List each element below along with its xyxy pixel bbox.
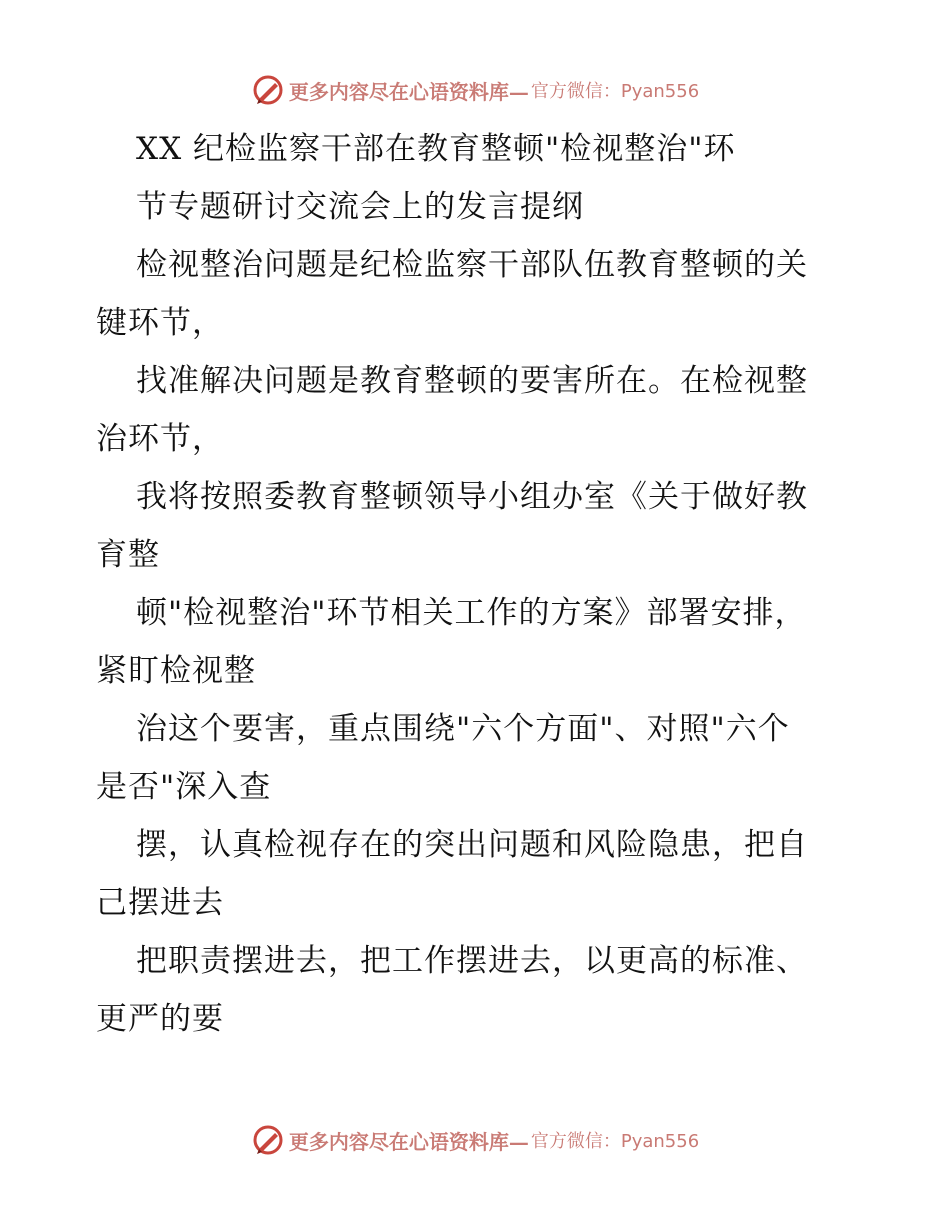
text-line: 更严的要: [96, 1001, 224, 1037]
title-line-1: XX 纪检监察干部在教育整顿"检视整治"环: [136, 131, 736, 167]
text-line: 紧盯检视整: [96, 653, 256, 689]
text-line: 我将按照委教育整顿领导小组办室《关于做好教: [136, 479, 808, 515]
text-line: 顿"检视整治"环节相关工作的方案》部署安排，: [136, 595, 807, 631]
banner-main-text: 更多内容尽在心语资料库—: [288, 1129, 529, 1154]
text-line: 摆，认真检视存在的突出问题和风险隐患，把自: [136, 827, 808, 863]
text-line: 键环节，: [96, 305, 224, 341]
text-line: 找准解决问题是教育整顿的要害所在。在检视整: [136, 363, 808, 399]
pen-logo-icon: [251, 1123, 285, 1157]
banner-wechat-text: 官方微信：Pyan556: [530, 81, 700, 102]
text-line: 是否"深入查: [96, 769, 272, 805]
document-body: [96, 120, 856, 1048]
text-line: 把职责摆进去，把工作摆进去，以更高的标准、: [136, 943, 808, 979]
title-line-2: 节专题研讨交流会上的发言提纲: [136, 189, 584, 225]
banner-wechat-text: 官方微信：Pyan556: [530, 1131, 700, 1152]
footer-watermark-banner: [0, 1120, 950, 1160]
text-line: 己摆进去: [96, 885, 224, 921]
pen-logo-icon: [251, 73, 285, 107]
text-line: 检视整治问题是纪检监察干部队伍教育整顿的关: [136, 247, 808, 283]
text-line: 育整: [96, 537, 160, 573]
banner-main-text: 更多内容尽在心语资料库—: [288, 79, 529, 104]
text-line: 治这个要害，重点围绕"六个方面"、对照"六个: [136, 711, 790, 747]
header-watermark-banner: [0, 70, 950, 110]
text-line: 治环节，: [96, 421, 224, 457]
